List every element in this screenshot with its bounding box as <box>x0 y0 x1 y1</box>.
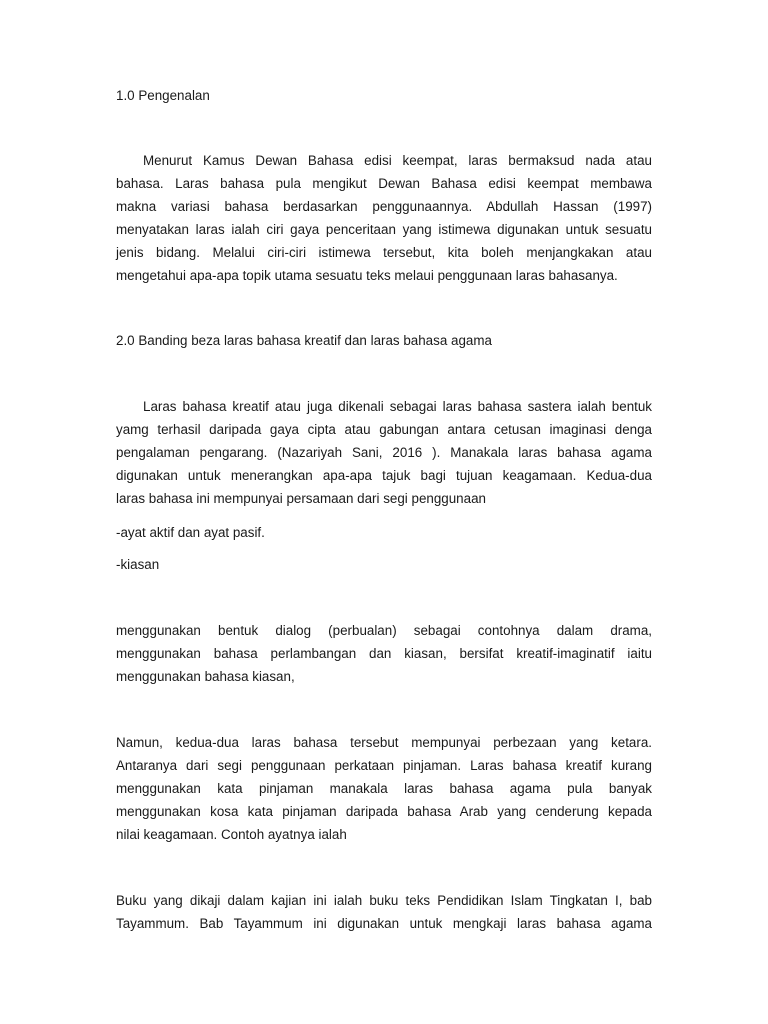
bullet-item-1: -ayat aktif dan ayat pasif. <box>116 525 265 540</box>
paragraph-1-line-3: makna variasi bahasa berdasarkan penggunaannya. Abdullah Hassan (1997) <box>116 199 652 214</box>
bullet-item-2: -kiasan <box>116 557 160 572</box>
paragraph-2-line-2: yamg terhasil daripada gaya cipta atau gabungan antara cetusan imaginasi denga <box>116 422 652 437</box>
paragraph-1-line-5: jenis bidang. Melalui ciri-ciri istimewa tersebut, kita boleh menjangkakan atau <box>116 245 652 260</box>
paragraph-3-line-3: menggunakan bahasa kiasan, <box>116 669 295 684</box>
paragraph-1-line-4: menyatakan laras ialah ciri gaya penceritaan yang istimewa digunakan untuk sesuatu <box>116 222 652 237</box>
paragraph-5-line-2: Tayammum. Bab Tayammum ini digunakan untuk mengkaji laras bahasa agama <box>116 916 652 931</box>
section-heading-2: 2.0 Banding beza laras bahasa kreatif dan laras bahasa agama <box>116 333 492 348</box>
paragraph-4-line-5: nilai keagamaan. Contoh ayatnya ialah <box>116 827 347 842</box>
section-heading-1: 1.0 Pengenalan <box>116 88 210 103</box>
paragraph-1-line-1: Menurut Kamus Dewan Bahasa edisi keempat, laras bermaksud nada atau <box>143 153 652 168</box>
paragraph-4-line-2: Antaranya dari segi penggunaan perkataan pinjaman. Laras bahasa kreatif kurang <box>116 758 652 773</box>
paragraph-2-line-1: Laras bahasa kreatif atau juga dikenali sebagai laras bahasa sastera ialah bentuk <box>143 399 652 414</box>
paragraph-4-line-3: menggunakan kata pinjaman manakala laras bahasa agama pula banyak <box>116 781 652 796</box>
paragraph-4-line-4: menggunakan kosa kata pinjaman daripada bahasa Arab yang cenderung kepada <box>116 804 652 819</box>
paragraph-4-line-1: Namun, kedua-dua laras bahasa tersebut mempunyai perbezaan yang ketara. <box>116 735 652 750</box>
paragraph-5-line-1: Buku yang dikaji dalam kajian ini ialah buku teks Pendidikan Islam Tingkatan I, bab <box>116 893 652 908</box>
paragraph-3-line-1: menggunakan bentuk dialog (perbualan) sebagai contohnya dalam drama, <box>116 623 652 638</box>
paragraph-1-line-6: mengetahui apa-apa topik utama sesuatu teks melaui penggunaan laras bahasanya. <box>116 268 618 283</box>
paragraph-1-line-2: bahasa. Laras bahasa pula mengikut Dewan Bahasa edisi keempat membawa <box>116 176 652 191</box>
paragraph-2-line-3: pengalaman pengarang. (Nazariyah Sani, 2016 ). Manakala laras bahasa agama <box>116 445 652 460</box>
paragraph-3-line-2: menggunakan bahasa perlambangan dan kiasan, bersifat kreatif-imaginatif iaitu <box>116 646 652 661</box>
paragraph-2-line-4: digunakan untuk menerangkan apa-apa tajuk bagi tujuan keagamaan. Kedua-dua <box>116 468 652 483</box>
paragraph-2-line-5: laras bahasa ini mempunyai persamaan dari segi penggunaan <box>116 491 486 506</box>
